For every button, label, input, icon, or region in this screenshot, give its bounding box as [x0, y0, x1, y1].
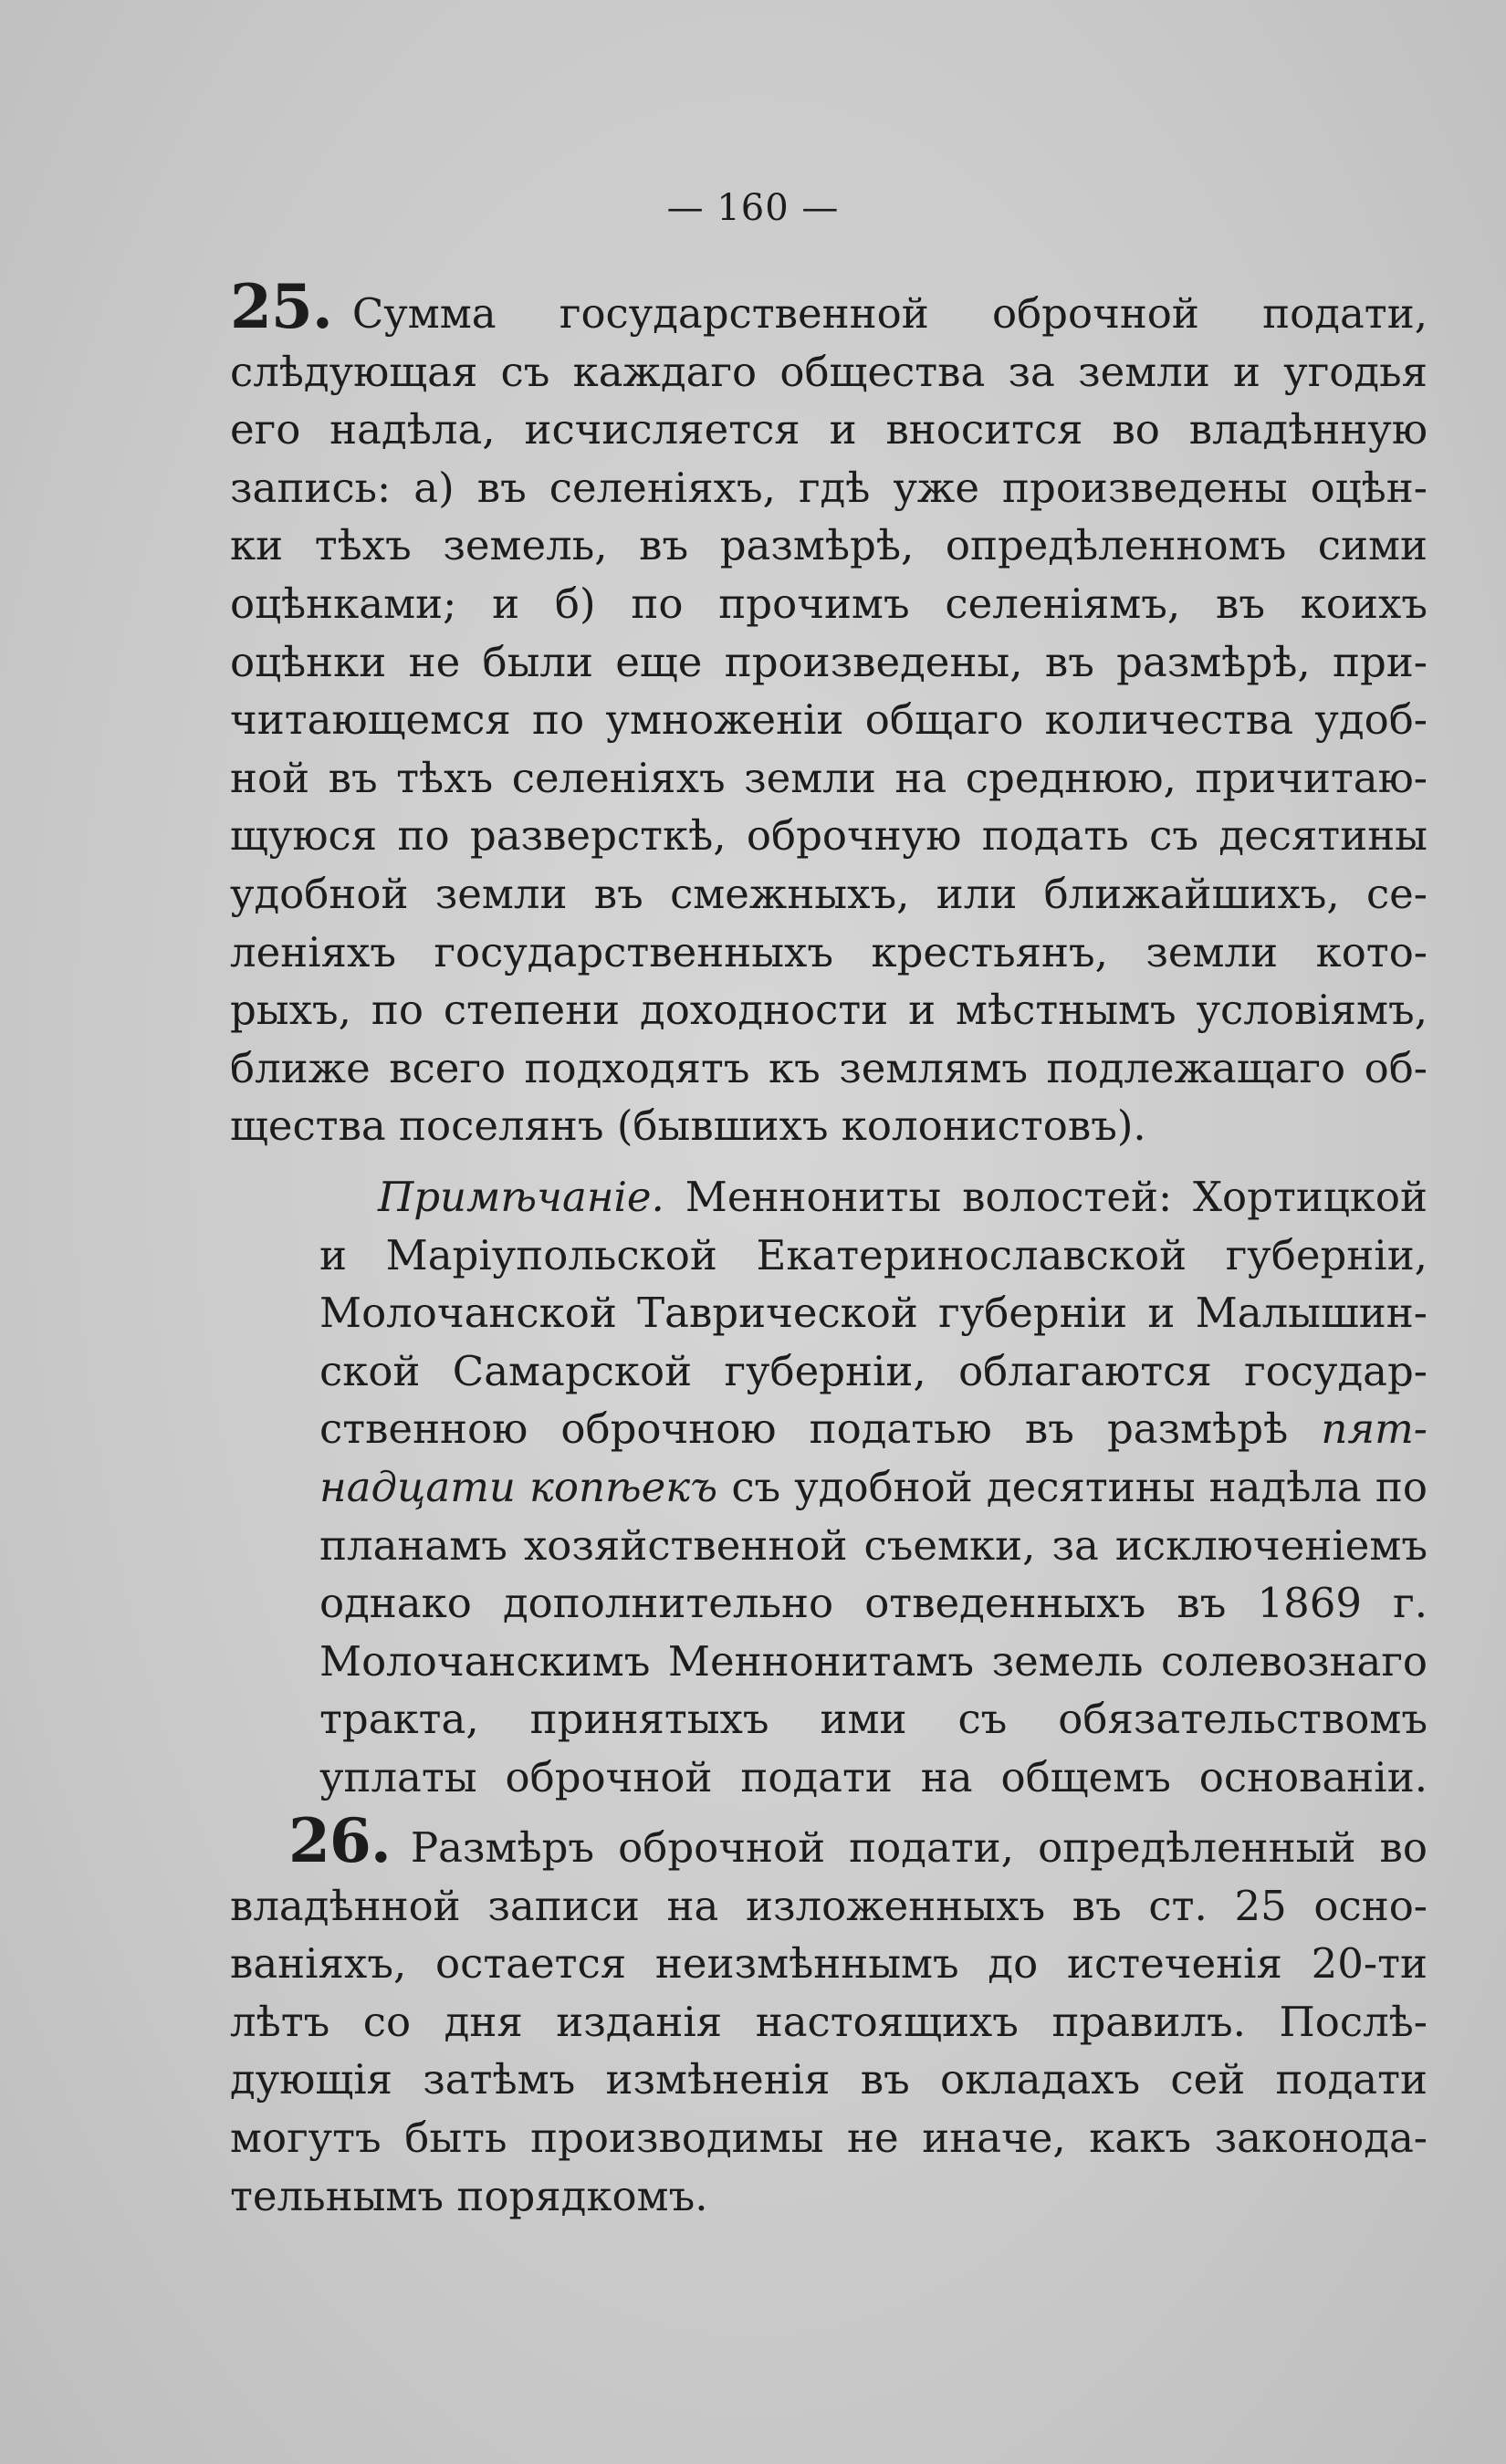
- article-25-line: ной въ тѣхъ селеніяхъ земли на среднюю, причитаю-: [230, 753, 1428, 802]
- article-26: [230, 1805, 1428, 2225]
- note-line: тракта, принятыхъ ими съ обязательствомъ: [319, 1695, 1428, 1744]
- note-label: Примѣчаніе.: [378, 1173, 664, 1221]
- note-line: Примѣчаніе. Меннониты волостей: Хортицкой: [378, 1173, 1428, 1221]
- article-26-line: лѣтъ со дня изданія настоящихъ правилъ. Послѣ-: [230, 1997, 1428, 2046]
- article-25-line: запись: а) въ селеніяхъ, гдѣ уже произведены оцѣн-: [230, 463, 1428, 512]
- article-25-line: леніяхъ государственныхъ крестьянъ, земли кото-: [230, 927, 1428, 976]
- note-block: [319, 1168, 1428, 1807]
- article-26-line: могутъ быть производимы не иначе, какъ законода-: [230, 2113, 1428, 2162]
- article-25-line: ки тѣхъ земель, въ размѣрѣ, опредѣленномъ сими: [230, 521, 1428, 570]
- note-line: Молочанской Таврической губерніи и Малышин-: [319, 1289, 1428, 1338]
- article-25-line: удобной земли въ смежныхъ, или ближайшихъ, се-: [230, 869, 1428, 918]
- article-26-line: ваніяхъ, остается неизмѣннымъ до истеченія 20-ти: [230, 1939, 1428, 1989]
- article-25-line: слѣдующая съ каждаго общества за земли и угодья: [230, 347, 1428, 396]
- note-line: и Маріупольской Екатеринославской губерніи,: [319, 1230, 1428, 1279]
- note-line: планамъ хозяйственной съемки, за исключеніемъ: [319, 1520, 1428, 1570]
- article-number: 26.: [288, 1805, 391, 1876]
- note-line: ственною оброчною податью въ размѣрѣ пят-: [319, 1404, 1428, 1454]
- italic-amount: надцати копѣекъ: [319, 1462, 718, 1511]
- page-number: — 160 —: [666, 187, 840, 229]
- article-number: 25.: [230, 271, 332, 342]
- italic-amount: пят-: [1321, 1404, 1428, 1454]
- article-25-line: рыхъ, по степени доходности и мѣстнымъ условіямъ,: [230, 986, 1428, 1035]
- note-line: Молочанскимъ Меннонитамъ земель солевознаго: [319, 1636, 1428, 1686]
- article-25-line: его надѣла, исчисляется и вносится во владѣнную: [230, 405, 1428, 454]
- article-25-line: 25. Сумма государственной оброчной подати,: [230, 271, 1428, 342]
- note-line: надцати копѣекъ съ удобной десятины надѣла по: [319, 1462, 1428, 1511]
- article-25-line: оцѣнками; и б) по прочимъ селеніямъ, въ коихъ: [230, 579, 1428, 628]
- article-25: [230, 271, 1428, 1155]
- article-25-line: оцѣнки не были еще произведены, въ размѣрѣ, при-: [230, 637, 1428, 686]
- article-25-line: читающемся по умноженіи общаго количества удоб-: [230, 695, 1428, 745]
- article-25-line: щуюся по разверсткѣ, оброчную подать съ десятины: [230, 811, 1428, 861]
- article-26-line: тельнымъ порядкомъ.: [230, 2171, 708, 2220]
- article-25-line: ближе всего подходятъ къ землямъ подлежащаго об-: [230, 1043, 1428, 1092]
- note-line: однако дополнительно отведенныхъ въ 1869 г.: [319, 1579, 1428, 1628]
- article-25-line: щества поселянъ (бывшихъ колонистовъ).: [230, 1101, 1146, 1151]
- article-26-line: 26. Размѣръ оброчной подати, опредѣленный во: [288, 1805, 1428, 1876]
- article-26-line: владѣнной записи на изложенныхъ въ ст. 25 осно-: [230, 1881, 1428, 1930]
- note-line: уплаты оброчной подати на общемъ основаніи.: [319, 1752, 1428, 1801]
- article-26-line: дующія затѣмъ измѣненія въ окладахъ сей подати: [230, 2055, 1428, 2104]
- note-line: ской Самарской губерніи, облагаются государ-: [319, 1346, 1428, 1395]
